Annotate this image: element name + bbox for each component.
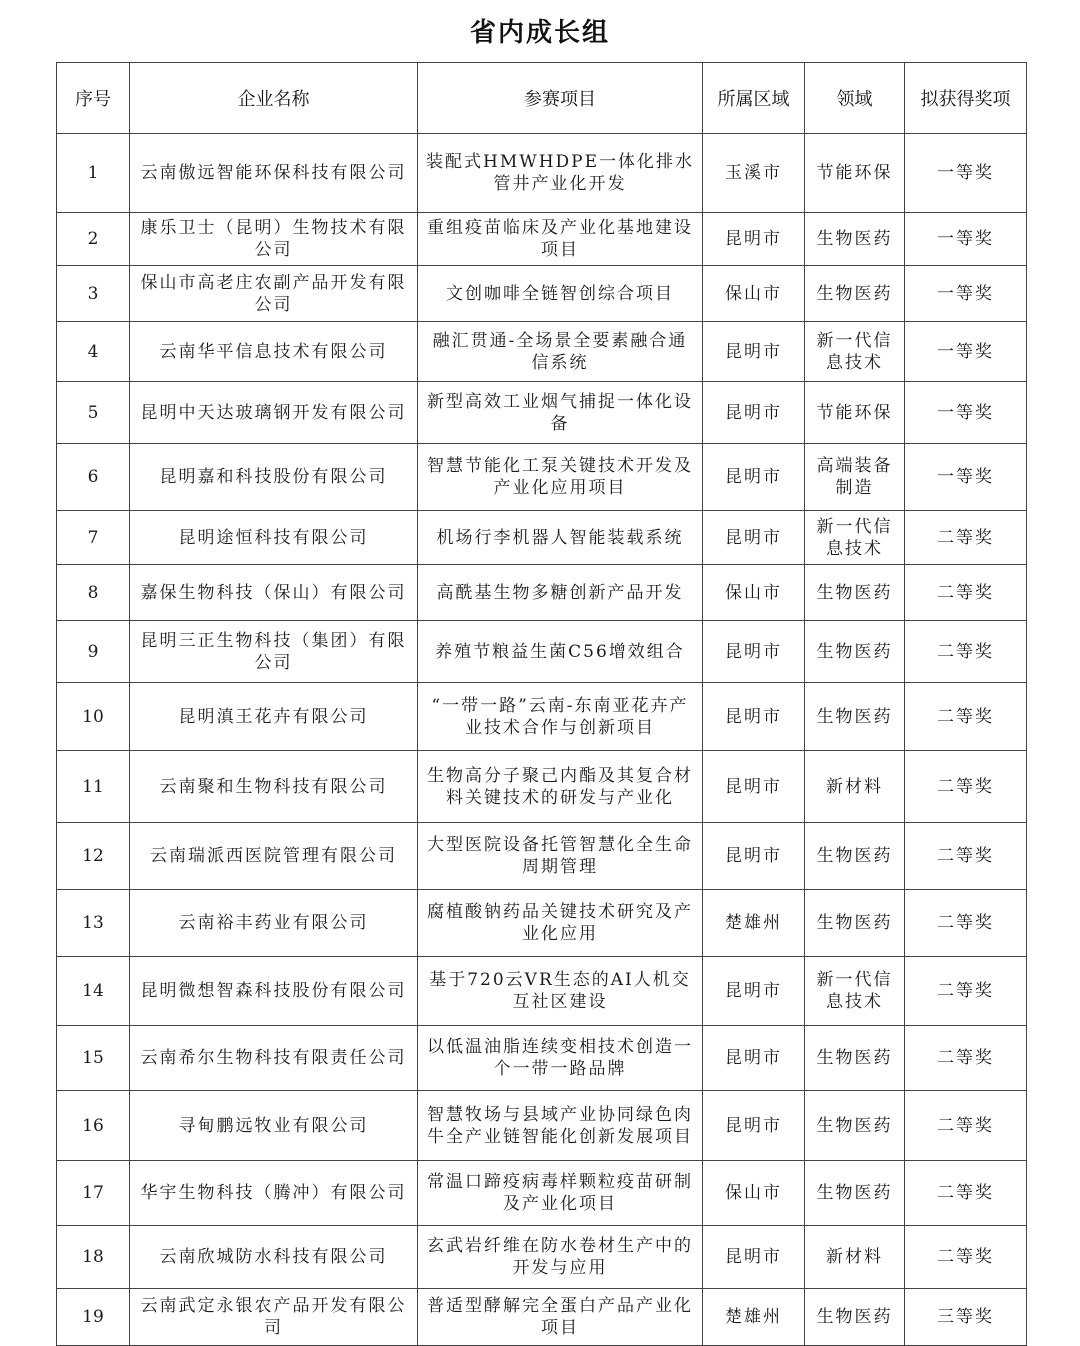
- cell-company: 昆明中天达玻璃钢开发有限公司: [130, 382, 418, 444]
- cell-region: 楚雄州: [703, 890, 805, 957]
- cell-field: 生物医药: [805, 213, 905, 266]
- cell-project: 装配式HMWHDPE一体化排水管井产业化开发: [418, 134, 703, 213]
- cell-project: 高酰基生物多糖创新产品开发: [418, 565, 703, 621]
- table-row: [57, 1226, 1027, 1289]
- cell-company: 华宇生物科技（腾冲）有限公司: [130, 1161, 418, 1226]
- cell-company: 昆明三正生物科技（集团）有限公司: [130, 621, 418, 683]
- cell-award: 二等奖: [905, 1026, 1027, 1091]
- header-no: 序号: [57, 63, 130, 134]
- cell-region: 昆明市: [703, 1226, 805, 1289]
- cell-no: 18: [57, 1226, 130, 1289]
- cell-field: 生物医药: [805, 1026, 905, 1091]
- cell-award: 二等奖: [905, 890, 1027, 957]
- cell-no: 16: [57, 1091, 130, 1161]
- cell-project: “一带一路”云南-东南亚花卉产业技术合作与创新项目: [418, 683, 703, 751]
- cell-company: 康乐卫士（昆明）生物技术有限公司: [130, 213, 418, 266]
- cell-field: 生物医药: [805, 621, 905, 683]
- page-title: 省内成长组: [469, 18, 610, 48]
- header-region: 所属区域: [703, 63, 805, 134]
- cell-project: 文创咖啡全链智创综合项目: [418, 266, 703, 322]
- cell-project: 基于720云VR生态的AI人机交互社区建设: [418, 957, 703, 1026]
- table-row: [57, 890, 1027, 957]
- cell-award: 一等奖: [905, 134, 1027, 213]
- cell-award: 二等奖: [905, 957, 1027, 1026]
- cell-project: 智慧牧场与县域产业协同绿色肉牛全产业链智能化创新发展项目: [418, 1091, 703, 1161]
- cell-project: 普适型酵解完全蛋白产品产业化项目: [418, 1289, 703, 1346]
- cell-no: 8: [57, 565, 130, 621]
- cell-region: 昆明市: [703, 683, 805, 751]
- cell-field: 新一代信息技术: [805, 322, 905, 382]
- table-row: [57, 213, 1027, 266]
- cell-award: 二等奖: [905, 1226, 1027, 1289]
- cell-no: 7: [57, 511, 130, 565]
- cell-region: 昆明市: [703, 751, 805, 823]
- cell-field: 节能环保: [805, 134, 905, 213]
- cell-field: 生物医药: [805, 823, 905, 890]
- cell-award: 二等奖: [905, 823, 1027, 890]
- cell-region: 昆明市: [703, 1091, 805, 1161]
- cell-region: 昆明市: [703, 444, 805, 511]
- cell-no: 11: [57, 751, 130, 823]
- table-row: [57, 322, 1027, 382]
- cell-award: 二等奖: [905, 565, 1027, 621]
- cell-field: 生物医药: [805, 1161, 905, 1226]
- cell-company: 保山市高老庄农副产品开发有限公司: [130, 266, 418, 322]
- table-row: [57, 1289, 1027, 1346]
- header-award: 拟获得奖项: [905, 63, 1027, 134]
- cell-company: 云南聚和生物科技有限公司: [130, 751, 418, 823]
- cell-award: 一等奖: [905, 266, 1027, 322]
- cell-project: 常温口蹄疫病毒样颗粒疫苗研制及产业化项目: [418, 1161, 703, 1226]
- table-row: [57, 266, 1027, 322]
- cell-company: 云南希尔生物科技有限责任公司: [130, 1026, 418, 1091]
- header-row: [57, 63, 1027, 134]
- cell-field: 生物医药: [805, 1289, 905, 1346]
- cell-no: 14: [57, 957, 130, 1026]
- cell-project: 以低温油脂连续变相技术创造一个一带一路品牌: [418, 1026, 703, 1091]
- cell-company: 昆明滇王花卉有限公司: [130, 683, 418, 751]
- cell-no: 2: [57, 213, 130, 266]
- cell-no: 5: [57, 382, 130, 444]
- cell-award: 一等奖: [905, 444, 1027, 511]
- cell-no: 19: [57, 1289, 130, 1346]
- table-row: [57, 382, 1027, 444]
- cell-award: 三等奖: [905, 1289, 1027, 1346]
- cell-no: 15: [57, 1026, 130, 1091]
- header-company: 企业名称: [130, 63, 418, 134]
- cell-no: 4: [57, 322, 130, 382]
- table-row: [57, 751, 1027, 823]
- cell-award: 二等奖: [905, 621, 1027, 683]
- cell-region: 昆明市: [703, 621, 805, 683]
- cell-no: 3: [57, 266, 130, 322]
- table-row: [57, 1091, 1027, 1161]
- table-row: [57, 1161, 1027, 1226]
- cell-company: 昆明途恒科技有限公司: [130, 511, 418, 565]
- table-body: [57, 134, 1027, 1346]
- table-row: [57, 823, 1027, 890]
- cell-project: 养殖节粮益生菌C56增效组合: [418, 621, 703, 683]
- cell-region: 保山市: [703, 1161, 805, 1226]
- table-row: [57, 511, 1027, 565]
- table-row: [57, 565, 1027, 621]
- cell-award: 二等奖: [905, 683, 1027, 751]
- cell-region: 昆明市: [703, 382, 805, 444]
- table-header: [57, 63, 1027, 134]
- cell-project: 机场行李机器人智能装载系统: [418, 511, 703, 565]
- cell-award: 二等奖: [905, 1161, 1027, 1226]
- cell-no: 6: [57, 444, 130, 511]
- cell-award: 一等奖: [905, 382, 1027, 444]
- table-row: [57, 1026, 1027, 1091]
- cell-company: 云南武定永银农产品开发有限公司: [130, 1289, 418, 1346]
- cell-company: 云南欣城防水科技有限公司: [130, 1226, 418, 1289]
- cell-company: 寻甸鹏远牧业有限公司: [130, 1091, 418, 1161]
- cell-field: 新材料: [805, 1226, 905, 1289]
- cell-region: 昆明市: [703, 511, 805, 565]
- table-row: [57, 957, 1027, 1026]
- cell-project: 新型高效工业烟气捕捉一体化设备: [418, 382, 703, 444]
- cell-region: 昆明市: [703, 823, 805, 890]
- table-row: [57, 444, 1027, 511]
- cell-field: 新一代信息技术: [805, 511, 905, 565]
- cell-project: 智慧节能化工泵关键技术开发及产业化应用项目: [418, 444, 703, 511]
- cell-no: 13: [57, 890, 130, 957]
- cell-company: 云南傲远智能环保科技有限公司: [130, 134, 418, 213]
- cell-project: 融汇贯通-全场景全要素融合通信系统: [418, 322, 703, 382]
- cell-region: 昆明市: [703, 1026, 805, 1091]
- cell-project: 玄武岩纤维在防水卷材生产中的开发与应用: [418, 1226, 703, 1289]
- cell-field: 新材料: [805, 751, 905, 823]
- cell-field: 生物医药: [805, 266, 905, 322]
- cell-field: 生物医药: [805, 1091, 905, 1161]
- cell-project: 重组疫苗临床及产业化基地建设项目: [418, 213, 703, 266]
- cell-company: 昆明嘉和科技股份有限公司: [130, 444, 418, 511]
- cell-no: 1: [57, 134, 130, 213]
- cell-award: 二等奖: [905, 511, 1027, 565]
- cell-project: 腐植酸钠药品关键技术研究及产业化应用: [418, 890, 703, 957]
- cell-award: 二等奖: [905, 1091, 1027, 1161]
- cell-award: 一等奖: [905, 322, 1027, 382]
- cell-region: 昆明市: [703, 957, 805, 1026]
- cell-region: 昆明市: [703, 322, 805, 382]
- table-row: [57, 683, 1027, 751]
- cell-project: 生物高分子聚己内酯及其复合材料关键技术的研发与产业化: [418, 751, 703, 823]
- cell-award: 一等奖: [905, 213, 1027, 266]
- cell-region: 保山市: [703, 266, 805, 322]
- cell-company: 云南瑞派西医院管理有限公司: [130, 823, 418, 890]
- cell-region: 昆明市: [703, 213, 805, 266]
- cell-no: 10: [57, 683, 130, 751]
- cell-company: 昆明微想智森科技股份有限公司: [130, 957, 418, 1026]
- table-row: [57, 134, 1027, 213]
- header-field: 领域: [805, 63, 905, 134]
- header-project: 参赛项目: [418, 63, 703, 134]
- cell-field: 生物医药: [805, 683, 905, 751]
- cell-field: 新一代信息技术: [805, 957, 905, 1026]
- cell-company: 云南裕丰药业有限公司: [130, 890, 418, 957]
- cell-region: 保山市: [703, 565, 805, 621]
- cell-field: 高端装备制造: [805, 444, 905, 511]
- cell-no: 17: [57, 1161, 130, 1226]
- cell-field: 节能环保: [805, 382, 905, 444]
- cell-region: 玉溪市: [703, 134, 805, 213]
- cell-region: 楚雄州: [703, 1289, 805, 1346]
- cell-no: 9: [57, 621, 130, 683]
- cell-project: 大型医院设备托管智慧化全生命周期管理: [418, 823, 703, 890]
- table-row: [57, 621, 1027, 683]
- cell-company: 云南华平信息技术有限公司: [130, 322, 418, 382]
- cell-award: 二等奖: [905, 751, 1027, 823]
- award-table: [56, 62, 1027, 1346]
- cell-no: 12: [57, 823, 130, 890]
- cell-company: 嘉保生物科技（保山）有限公司: [130, 565, 418, 621]
- cell-field: 生物医药: [805, 565, 905, 621]
- cell-field: 生物医药: [805, 890, 905, 957]
